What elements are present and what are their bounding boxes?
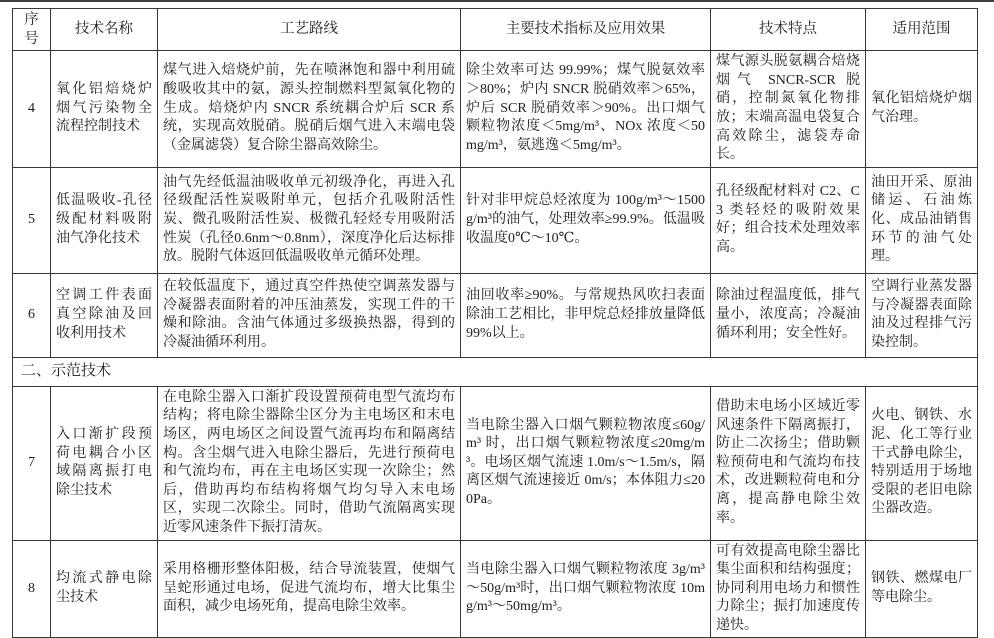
cell-serial-number: 4: [13, 51, 51, 168]
table-row: [13, 386, 978, 540]
table-row: [13, 51, 978, 168]
cell-scope: 油田开采、原油储运、石油炼化、成品油销售环节的油气处理。: [866, 167, 978, 273]
cell-indicators: 针对非甲烷总烃浓度为 100g/m³～1500g/m³的油气，处理效率≥99.9%。低温吸收温度0℃～10℃。: [461, 167, 711, 273]
col-header-indicators: 主要技术指标及应用效果: [461, 9, 711, 51]
cell-indicators: 除尘效率可达 99.99%；煤气脱氨效率＞80%；炉内 SNCR 脱硝效率＞65%，炉后 SCR 脱硝效率＞90%。出口烟气颗粒物浓度＜5mg/m³、NOx 浓度＜50mg/m³，氨逃逸＜5mg/m³。: [461, 51, 711, 168]
cell-tech-name: 入口渐扩段预荷电耦合小区域隔离振打电除尘技术: [51, 386, 158, 540]
cell-serial-number: 6: [13, 273, 51, 357]
page-top-rule: [0, 0, 994, 2]
cell-tech-name: 低温吸收-孔径级配材料吸附油气净化技术: [51, 167, 158, 273]
cell-indicators: 油回收率≥90%。与常规热风吹扫表面除油工艺相比，非甲烷总烃排放量降低99%以上。: [461, 273, 711, 357]
cell-indicators: 当电除尘器入口烟气颗粒物浓度 3g/m³～50g/m³时，出口烟气颗粒物浓度 10mg/m³～50mg/m³。: [461, 540, 711, 638]
cell-scope: 氧化铝焙烧炉烟气治理。: [866, 51, 978, 168]
cell-process-route: 在较低温度下，通过真空件热使空调蒸发器与冷凝器表面附着的冲压油蒸发，实现工件的干燥和除油。含油气体通过多级换热器，得到的冷凝油循环利用。: [158, 273, 461, 357]
col-header-scope: 适用范围: [866, 9, 978, 51]
table-row: [13, 167, 978, 273]
cell-scope: 火电、钢铁、水泥、化工等行业干式静电除尘，特别适用于场地受限的老旧电除尘器改造。: [866, 386, 978, 540]
cell-tech-name: 空调工件表面真空除油及回收利用技术: [51, 273, 158, 357]
cell-process-route: 煤气进入焙烧炉前，先在喷淋饱和器中利用硫酸吸收其中的氨，源头控制燃料型氮氧化物的生成。焙烧炉内 SNCR 系统耦合炉后 SCR 系统，实现高效脱硝。脱硝后烟气进入末端电袋（金属滤袋）复合除尘器高效除尘。: [158, 51, 461, 168]
cell-serial-number: 7: [13, 386, 51, 540]
section-header-row: [13, 357, 978, 386]
technology-table: [12, 8, 978, 638]
cell-features: 除油过程温度低，排气量小，浓度高；冷凝油循环利用；安全性好。: [711, 273, 866, 357]
cell-scope: 空调行业蒸发器与冷凝器表面除油及过程排气污染控制。: [866, 273, 978, 357]
cell-serial-number: 5: [13, 167, 51, 273]
table-row: [13, 273, 978, 357]
cell-serial-number: 8: [13, 540, 51, 638]
cell-tech-name: 氧化铝焙烧炉烟气污染物全流程控制技术: [51, 51, 158, 168]
table-row: [13, 540, 978, 638]
cell-tech-name: 均流式静电除尘技术: [51, 540, 158, 638]
cell-process-route: 采用格栅形整体阳极，结合导流装置，使烟气呈蛇形通过电场，促进气流均布，增大比集尘面积，减少电场死角，提高电除尘效率。: [158, 540, 461, 638]
cell-features: 孔径级配材料对 C2、C3 类轻烃的吸附效果好；组合技术处理效率高。: [711, 167, 866, 273]
cell-indicators: 当电除尘器入口烟气颗粒物浓度≤60g/m³ 时，出口烟气颗粒物浓度≤20mg/m³。电场区烟气流速 1.0m/s～1.5m/s，隔离区烟气流速接近 0m/s；本体阻力≤200Pa。: [461, 386, 711, 540]
col-header-name: 技术名称: [51, 9, 158, 51]
cell-features: 借助末电场小区域近零风速条件下隔离振打，防止二次扬尘；借助颗粒预荷电和气流均布技术，改进颗粒荷电和分离，提高静电除尘效率。: [711, 386, 866, 540]
cell-features: 可有效提高电除尘器比集尘面积和结构强度；协同利用电场力和惯性力除尘；振打加速度传递快。: [711, 540, 866, 638]
col-header-no: 序号: [13, 9, 51, 51]
cell-process-route: 油气先经低温油吸收单元初级净化，再进入孔径级配活性炭吸附单元，包括介孔吸附活性炭、微孔吸附活性炭、极微孔轻烃专用吸附活性炭（孔径0.6nm～0.8nm），深度净化后达标排放。脱附气体返回低温吸收单元循环处理。: [158, 167, 461, 273]
section-title: 二、示范技术: [13, 357, 978, 386]
col-header-route: 工艺路线: [158, 9, 461, 51]
cell-features: 煤气源头脱氨耦合焙烧烟气 SNCR-SCR 脱硝，控制氮氧化物排放；末端高温电袋复合高效除尘，滤袋寿命长。: [711, 51, 866, 168]
header-row: [13, 9, 978, 51]
col-header-features: 技术特点: [711, 9, 866, 51]
cell-process-route: 在电除尘器入口渐扩段设置预荷电型气流均布结构；将电除尘器除尘区分为主电场区和末电场区，两电场区之间设置气流再均布和隔离结构。含尘烟气进入电除尘器后，先进行预荷电和气流均布，再在主电场区实现一次除尘；然后，借助再均布结构将烟气均匀导入末电场区，实现二次除尘。同时，借助气流隔离实现近零风速条件下振打清灰。: [158, 386, 461, 540]
cell-scope: 钢铁、燃煤电厂等电除尘。: [866, 540, 978, 638]
